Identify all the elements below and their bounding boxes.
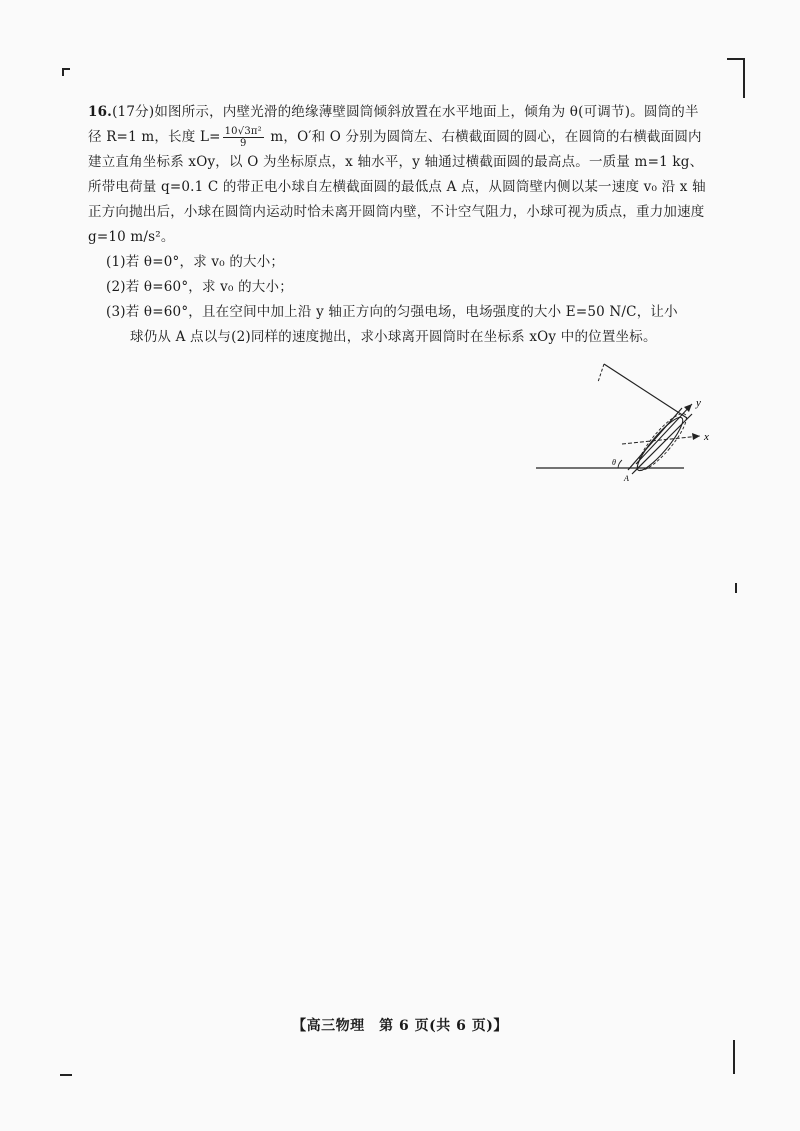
fraction-numerator: 10√3π² [224, 126, 262, 137]
question-2: (2)若 θ=60°，求 v₀ 的大小； [106, 279, 293, 295]
problem-16 [88, 100, 710, 350]
cylinder-edge-b [632, 414, 692, 474]
fraction-denominator: 9 [239, 138, 247, 149]
side-mark-right [735, 583, 737, 593]
point-a-label: A [624, 474, 629, 483]
page-footer: 【高三物理 第 6 页(共 6 页)】 [292, 1018, 508, 1034]
question-3-line-2: 球仍从 A 点以与(2)同样的速度抛出，求小球离开圆筒时在坐标系 xOy 中的位置坐标。 [130, 329, 657, 345]
y-axis [636, 404, 692, 464]
x-axis-label: x [704, 431, 709, 443]
y-axis-label: y [696, 397, 701, 409]
problem-number: 16. [88, 104, 113, 120]
stem-text-2: m，O′和 O 分别为圆筒左、右横截面圆的圆心，在圆筒的右横截面圆内建立直角坐标系 xOy，以 O 为坐标原点，x 轴水平，y 轴通过横截面圆的最高点。一质量 m=1 kg、所带电荷量 q=0.1 C 的带正电小球自左横截面圆的最低点 A 点，从圆筒壁内侧以某一速度 v₀ 沿 x 轴正方向抛出后，小球在圆筒内运动时恰未离开圆筒内壁，不计空气阻力，小球可视为质点，重力加速度 g=10 m/s²。 [88, 129, 706, 245]
problem-stem [88, 100, 710, 250]
corner-mark-top-left-v [62, 68, 64, 76]
corner-mark-bottom-right [733, 1040, 735, 1074]
cylinder-diagram [532, 356, 722, 486]
problem-score: (17分) [112, 104, 155, 120]
x-axis-arrow [692, 433, 700, 440]
theta-arc [618, 460, 622, 468]
length-fraction [223, 126, 264, 149]
cylinder-top-edge [604, 364, 687, 418]
dashed-construction [598, 364, 604, 382]
question-3-line-1: (3)若 θ=60°，且在空间中加上沿 y 轴正方向的匀强电场，电场强度的大小 E=50 N/C，让小 [106, 304, 678, 320]
stem-text-1: 如图所示，内壁光滑的绝缘薄壁圆筒倾斜放置在水平地面上，倾角为 θ(可调节)。圆筒的半径 R=1 m，长度 L= [88, 104, 699, 145]
corner-mark-top-right-v [743, 58, 745, 98]
theta-label: θ [612, 458, 616, 467]
question-1: (1)若 θ=0°，求 v₀ 的大小； [106, 254, 285, 270]
corner-mark-bottom-left [60, 1074, 72, 1076]
